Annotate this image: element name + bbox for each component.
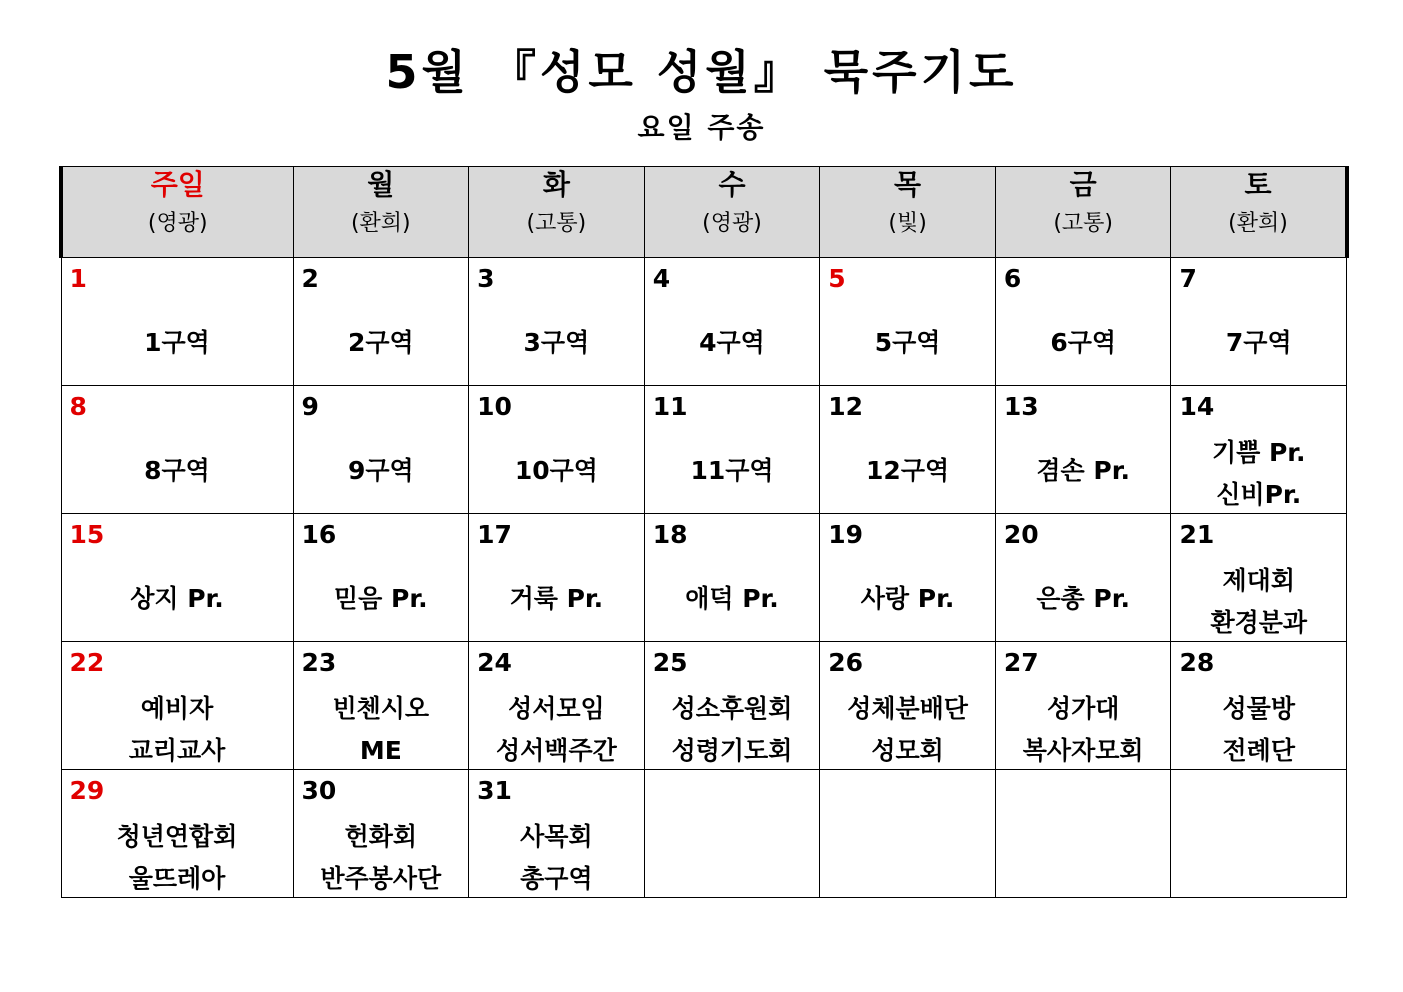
day-cell (1171, 514, 1347, 642)
header-cell-thursday (820, 167, 996, 258)
prayer-group-line: 성서모임 (508, 694, 605, 723)
prayer-group-line: 2구역 (347, 328, 414, 357)
mystery-label: (빛) (888, 211, 927, 236)
day-cell (820, 642, 996, 770)
date-number: 28 (1179, 648, 1215, 677)
date-number: 31 (477, 776, 512, 805)
day-cell (820, 514, 996, 642)
weekday-name: 월 (367, 168, 395, 201)
prayer-group-line: 성령기도회 (671, 736, 793, 765)
day-cell (469, 770, 645, 898)
prayer-group (820, 578, 995, 620)
weekday-name: 토 (1244, 168, 1272, 201)
prayer-group-line: 12구역 (866, 456, 950, 485)
prayer-group-line: ME (359, 736, 402, 765)
prayer-group (1171, 560, 1346, 644)
prayer-group-line: 10구역 (514, 456, 598, 485)
date-number: 26 (828, 648, 864, 677)
date-number: 15 (69, 520, 105, 549)
day-cell (469, 642, 645, 770)
prayer-group-line: 사랑 Pr. (860, 584, 955, 613)
date-number: 29 (69, 776, 105, 805)
date-number: 3 (477, 264, 495, 293)
mystery-label: (고통) (1053, 211, 1113, 236)
day-cell (469, 386, 645, 514)
day-cell (61, 770, 293, 898)
prayer-group-line: 성소후원회 (671, 694, 793, 723)
day-cell (820, 258, 996, 386)
prayer-group (294, 322, 469, 364)
mystery-label: (고통) (526, 211, 587, 236)
prayer-group-line: 환경분과 (1210, 608, 1308, 637)
date-number: 27 (1003, 648, 1039, 677)
prayer-group-line: 사목회 (520, 822, 593, 851)
prayer-group-line: 은총 Pr. (1036, 584, 1130, 613)
prayer-group (294, 450, 469, 492)
day-cell (293, 642, 469, 770)
prayer-group-line: 전례단 (1222, 736, 1295, 765)
prayer-group-line: 거룩 Pr. (509, 584, 604, 613)
day-cell (644, 386, 820, 514)
prayer-group-line: 9구역 (347, 456, 414, 485)
prayer-group (62, 578, 293, 620)
date-number: 11 (652, 392, 688, 421)
date-number: 30 (301, 776, 337, 805)
date-number: 5 (828, 264, 846, 293)
prayer-group-line: 8구역 (144, 456, 210, 485)
prayer-group-line: 빈첸시오 (332, 694, 430, 723)
date-number: 10 (477, 392, 512, 421)
date-number: 23 (301, 648, 337, 677)
prayer-group-line: 11구역 (690, 456, 774, 485)
day-cell (1171, 770, 1347, 898)
weekday-name: 주일 (150, 168, 205, 201)
prayer-group-line: 애덕 Pr. (685, 584, 779, 613)
day-cell (995, 770, 1171, 898)
prayer-group (469, 688, 644, 772)
prayer-group-line: 성가대 (1046, 694, 1120, 723)
prayer-group (1171, 322, 1346, 364)
prayer-group (62, 450, 293, 492)
weekday-name: 수 (718, 168, 746, 201)
prayer-group-line: 1구역 (144, 328, 210, 357)
calendar-body (61, 258, 1347, 898)
day-cell (293, 386, 469, 514)
date-number: 19 (828, 520, 864, 549)
prayer-group (469, 450, 644, 492)
weekday-name: 금 (1069, 168, 1097, 201)
prayer-group-line: 4구역 (699, 328, 765, 357)
date-number: 22 (69, 648, 105, 677)
prayer-group (820, 688, 995, 772)
prayer-group (996, 450, 1171, 492)
prayer-group (645, 578, 820, 620)
date-number: 8 (69, 392, 87, 421)
day-cell (995, 642, 1171, 770)
date-number: 4 (652, 264, 671, 293)
date-number: 9 (301, 392, 319, 421)
day-cell (293, 258, 469, 386)
date-number: 12 (828, 392, 864, 421)
weekday-name: 목 (894, 168, 922, 201)
day-cell (820, 386, 996, 514)
day-cell (61, 258, 293, 386)
prayer-group-line: 반주봉사단 (320, 864, 442, 893)
prayer-group-line: 7구역 (1225, 328, 1292, 357)
prayer-group (996, 322, 1171, 364)
page-title: 5월 『성모 성월』 묵주기도 (385, 45, 1018, 99)
day-cell (293, 514, 469, 642)
date-number: 13 (1003, 392, 1039, 421)
prayer-group (1171, 432, 1346, 516)
date-number: 24 (477, 648, 512, 677)
prayer-group (1171, 688, 1346, 772)
prayer-group (62, 688, 293, 772)
calendar-table (59, 166, 1349, 898)
prayer-group-line: 교리교사 (128, 736, 226, 765)
prayer-group-line: 성물방 (1222, 694, 1295, 723)
date-number: 1 (69, 264, 87, 293)
week-row (61, 514, 1347, 642)
prayer-group (62, 816, 293, 900)
day-cell (469, 514, 645, 642)
prayer-group-line: 5구역 (874, 328, 941, 357)
week-row (61, 770, 1347, 898)
day-cell (995, 386, 1171, 514)
date-number: 16 (301, 520, 337, 549)
prayer-group (469, 578, 644, 620)
prayer-group-line: 믿음 Pr. (334, 584, 428, 613)
day-cell (61, 386, 293, 514)
prayer-group-line: 상지 Pr. (130, 584, 224, 613)
prayer-group (645, 688, 820, 772)
day-cell (820, 770, 996, 898)
header-cell-monday (293, 167, 469, 258)
prayer-group-line: 제대회 (1222, 566, 1295, 595)
prayer-group-line: 3구역 (523, 328, 590, 357)
prayer-group-line: 헌화회 (344, 822, 418, 851)
prayer-group (294, 688, 469, 772)
date-number: 25 (652, 648, 688, 677)
prayer-group-line: 복사자모회 (1022, 736, 1144, 765)
date-number: 6 (1003, 264, 1022, 293)
prayer-group (294, 816, 469, 900)
date-number: 20 (1003, 520, 1039, 549)
day-cell (644, 770, 820, 898)
header-cell-friday (995, 167, 1171, 258)
day-cell (1171, 642, 1347, 770)
date-number: 18 (652, 520, 688, 549)
prayer-group (469, 816, 644, 900)
prayer-group-line: 총구역 (520, 864, 593, 893)
day-cell (61, 642, 293, 770)
prayer-group (820, 450, 995, 492)
prayer-group (996, 578, 1171, 620)
day-cell (61, 514, 293, 642)
mystery-label: (영광) (147, 211, 208, 236)
prayer-group-line: 성체분배단 (847, 694, 968, 723)
prayer-group-line: 성모회 (871, 736, 944, 765)
prayer-group-line: 예비자 (140, 694, 214, 723)
prayer-group (645, 322, 820, 364)
prayer-group-line: 울뜨레아 (128, 864, 226, 893)
date-number: 17 (477, 520, 512, 549)
day-cell (293, 770, 469, 898)
mystery-label: (환희) (1228, 211, 1288, 236)
mystery-label: (환희) (350, 211, 411, 236)
prayer-group (996, 688, 1171, 772)
prayer-group-line: 성서백주간 (496, 736, 617, 765)
prayer-group (820, 322, 995, 364)
week-row (61, 258, 1347, 386)
prayer-group (645, 450, 820, 492)
prayer-group (62, 322, 293, 364)
prayer-group-line: 겸손 Pr. (1036, 456, 1130, 485)
prayer-group-line: 6구역 (1050, 328, 1117, 357)
mystery-label: (영광) (702, 211, 762, 236)
day-cell (469, 258, 645, 386)
date-number: 7 (1179, 264, 1197, 293)
header-cell-wednesday (644, 167, 820, 258)
day-cell (644, 514, 820, 642)
weekday-header-row (61, 167, 1347, 258)
header-cell-sunday (61, 167, 293, 258)
week-row (61, 642, 1347, 770)
prayer-group (294, 578, 469, 620)
date-number: 14 (1179, 392, 1215, 421)
prayer-group-line: 신비Pr. (1216, 480, 1302, 509)
week-row (61, 386, 1347, 514)
header-cell-tuesday (469, 167, 645, 258)
day-cell (1171, 386, 1347, 514)
prayer-group-line: 청년연합회 (116, 822, 238, 851)
day-cell (644, 258, 820, 386)
day-cell (995, 258, 1171, 386)
page-subtitle: 요일 주송 (637, 111, 766, 144)
header-cell-saturday (1171, 167, 1347, 258)
day-cell (995, 514, 1171, 642)
prayer-group-line: 기쁨 Pr. (1211, 438, 1306, 467)
prayer-group (469, 322, 644, 364)
date-number: 21 (1179, 520, 1215, 549)
date-number: 2 (301, 264, 319, 293)
day-cell (644, 642, 820, 770)
day-cell (1171, 258, 1347, 386)
weekday-name: 화 (542, 168, 570, 201)
